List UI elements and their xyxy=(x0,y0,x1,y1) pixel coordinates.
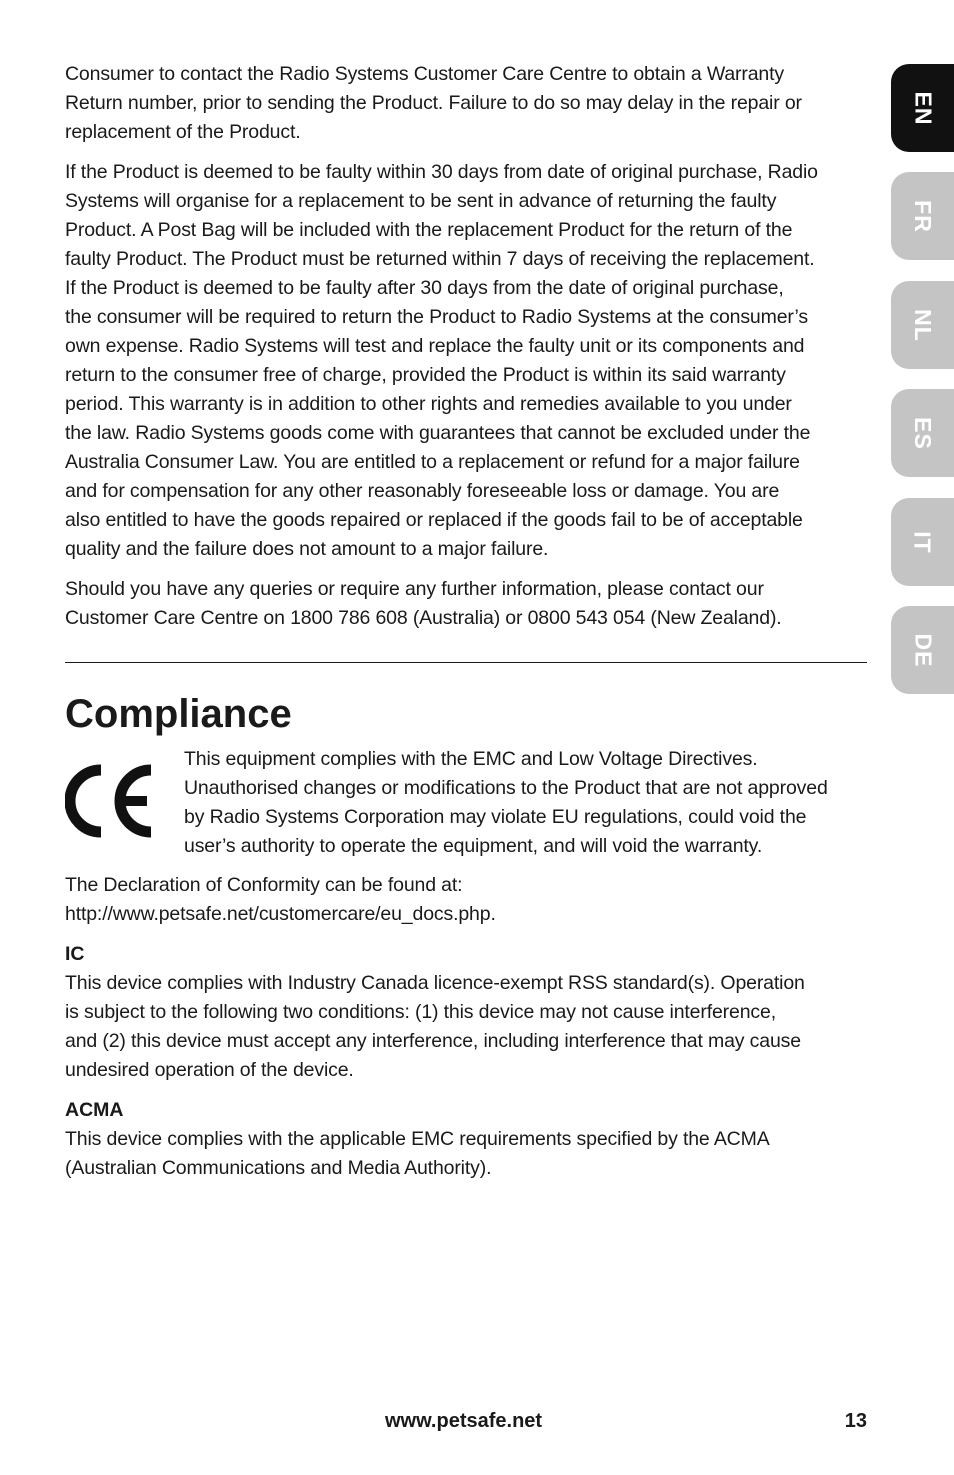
ic-heading: IC xyxy=(65,943,85,965)
ce-compliance-text: This equipment complies with the EMC and Low Voltage Directives. Unauthorised changes or modifications to the Product that are not approved by Radio Systems Corporation may violate EU regulations, could void the user’s authority to operate the equipment, and will void the warranty. xyxy=(184,748,828,857)
tab-nl-label: NL xyxy=(909,308,936,342)
section-divider xyxy=(65,662,867,663)
tab-en[interactable] xyxy=(891,64,954,152)
tab-es-label: ES xyxy=(910,416,936,450)
page-number: 13 xyxy=(844,1410,867,1432)
ce-mark-logo xyxy=(65,764,157,838)
footer-url: www.petsafe.net xyxy=(385,1410,543,1432)
tab-de[interactable] xyxy=(891,606,954,694)
tab-de-label: DE xyxy=(909,633,936,667)
warranty-paragraph: Consumer to contact the Radio Systems Customer Care Centre to obtain a Warranty Return number, prior to sending the Product. Failure to do so may delay in the repair or replacement of the Product. xyxy=(65,63,802,143)
acma-heading: ACMA xyxy=(65,1099,124,1121)
tab-fr[interactable] xyxy=(891,172,954,260)
customer-care-paragraph: Should you have any queries or require any further information, please contact our Customer Care Centre on 1800 786 608 (Australia) or 0800 543 054 (New Zealand). xyxy=(65,578,782,629)
tab-fr-label: FR xyxy=(909,199,936,233)
compliance-details xyxy=(65,871,867,1194)
tab-en-label: EN xyxy=(909,91,936,125)
tab-it-label: IT xyxy=(909,530,936,554)
warranty-section xyxy=(65,60,867,644)
declaration-of-conformity: The Declaration of Conformity can be found at: http://www.petsafe.net/customercare/eu_docs.php. xyxy=(65,874,496,925)
acma-text: This device complies with the applicable EMC requirements specified by the ACMA (Australian Communications and Media Authority). xyxy=(65,1128,770,1179)
warranty-paragraph: If the Product is deemed to be faulty within 30 days from date of original purchase, Radio Systems will organise for a replacement to be sent in advance of returning the faulty Product. A Post Bag will be included with the replacement Product for the return of the faulty Product. The Product must be returned within 7 days of receiving the replacement. If the Product is deemed to be faulty after 30 days from the date of original purchase, the consumer will be required to return the Product to Radio Systems at the consumer’s own expense. Radio Systems will test and replace the faulty unit or its components and return to the consumer free of charge, provided the Product is within its said warranty period. This warranty is in addition to other rights and remedies available to you under the law. Radio Systems goods come with guarantees that cannot be excluded under the Australia Consumer Law. You are entitled to a replacement or refund for a major failure and for compensation for any other reasonably foreseeable loss or damage. You are also entitled to have the goods repaired or replaced if the goods fail to be of acceptable quality and the failure does not amount to a major failure. xyxy=(65,161,818,560)
tab-es[interactable] xyxy=(891,389,954,477)
compliance-heading: Compliance xyxy=(65,692,292,736)
tab-nl[interactable] xyxy=(891,281,954,369)
tab-it[interactable] xyxy=(891,498,954,586)
ic-text: This device complies with Industry Canada licence-exempt RSS standard(s). Operation is subject to the following two conditions: (1) this device may not cause interference, and (2) this device must accept any interference, including interference that may cause undesired operation of the device. xyxy=(65,972,805,1081)
